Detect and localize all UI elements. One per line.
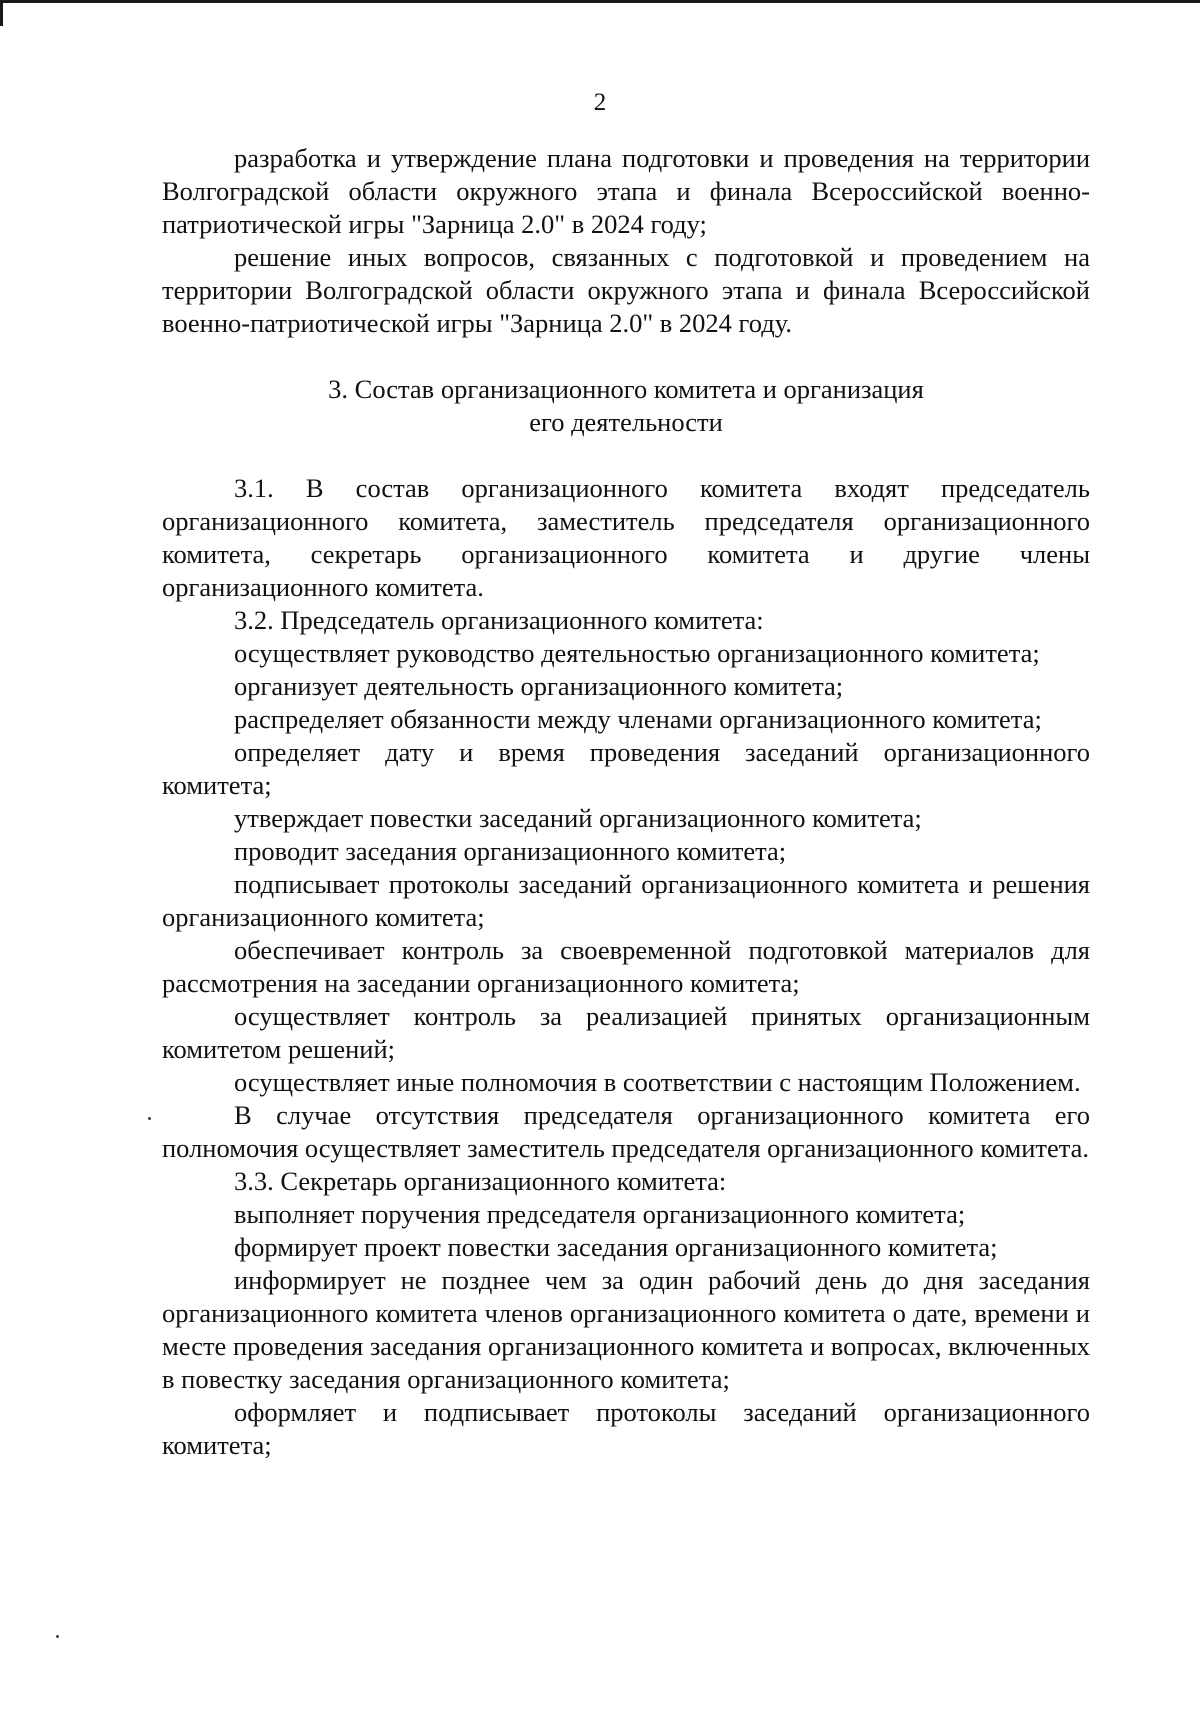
paragraph: определяет дату и время проведения заседаний организационного комитета; [162, 737, 1090, 800]
paragraph: организует деятельность организационного комитета; [234, 671, 844, 701]
paragraph: выполняет поручения председателя организационного комитета; [234, 1199, 966, 1229]
paragraph: осуществляет иные полномочия в соответствии с настоящим Положением. [234, 1067, 1081, 1097]
paragraph: распределяет обязанности между членами организационного комитета; [234, 704, 1042, 734]
paragraph: осуществляет руководство деятельностью организационного комитета; [234, 638, 1040, 668]
paragraph: В случае отсутствия председателя организационного комитета его полномочия осуществляет заместитель председателя организационного комитета. [162, 1100, 1090, 1163]
paragraph: 3.3. Секретарь организационного комитета: [234, 1166, 727, 1196]
paragraph: разработка и утверждение плана подготовки и проведения на территории Волгоградской области окружного этапа и финала Всероссийской военно-патриотической игры "Зарница 2.0" в 2024 году; [162, 143, 1090, 239]
scan-edge-left [0, 0, 3, 26]
section-heading-line: 3. Состав организационного комитета и организация [328, 374, 924, 404]
scan-edge-top [0, 0, 1200, 3]
paragraph: подписывает протоколы заседаний организационного комитета и решения организационного комитета; [162, 869, 1090, 932]
page-number: 2 [593, 89, 607, 116]
paragraph: осуществляет контроль за реализацией принятых организационным комитетом решений; [162, 1001, 1090, 1064]
section-heading-line: его деятельности [529, 407, 723, 437]
scan-speck [148, 1117, 151, 1120]
scan-speck [56, 1635, 59, 1638]
paragraph: обеспечивает контроль за своевременной подготовкой материалов для рассмотрения на заседании организационного комитета; [162, 935, 1090, 998]
paragraph: 3.2. Председатель организационного комитета: [234, 605, 764, 635]
document-body [162, 142, 1090, 1462]
paragraph: оформляет и подписывает протоколы заседаний организационного комитета; [162, 1397, 1090, 1460]
paragraph: решение иных вопросов, связанных с подготовкой и проведением на территории Волгоградской области окружного этапа и финала Всероссийской военно-патриотической игры "Зарница 2.0" в 2024 году. [162, 242, 1090, 338]
section-heading [162, 373, 1090, 439]
paragraph: информирует не позднее чем за один рабочий день до дня заседания организационного комитета членов организационного комитета о дате, времени и месте проведения заседания организационного комитета и вопросах, включенных в повестку заседания организационного комитета; [162, 1265, 1090, 1394]
paragraph: формирует проект повестки заседания организационного комитета; [234, 1232, 998, 1262]
paragraph: проводит заседания организационного комитета; [234, 836, 787, 866]
paragraph: утверждает повестки заседаний организационного комитета; [234, 803, 922, 833]
paragraph: 3.1. В состав организационного комитета входят председатель организационного комитета, заместитель председателя организационного комитета, секретарь организационного комитета и другие члены организационного комитета. [162, 473, 1090, 602]
